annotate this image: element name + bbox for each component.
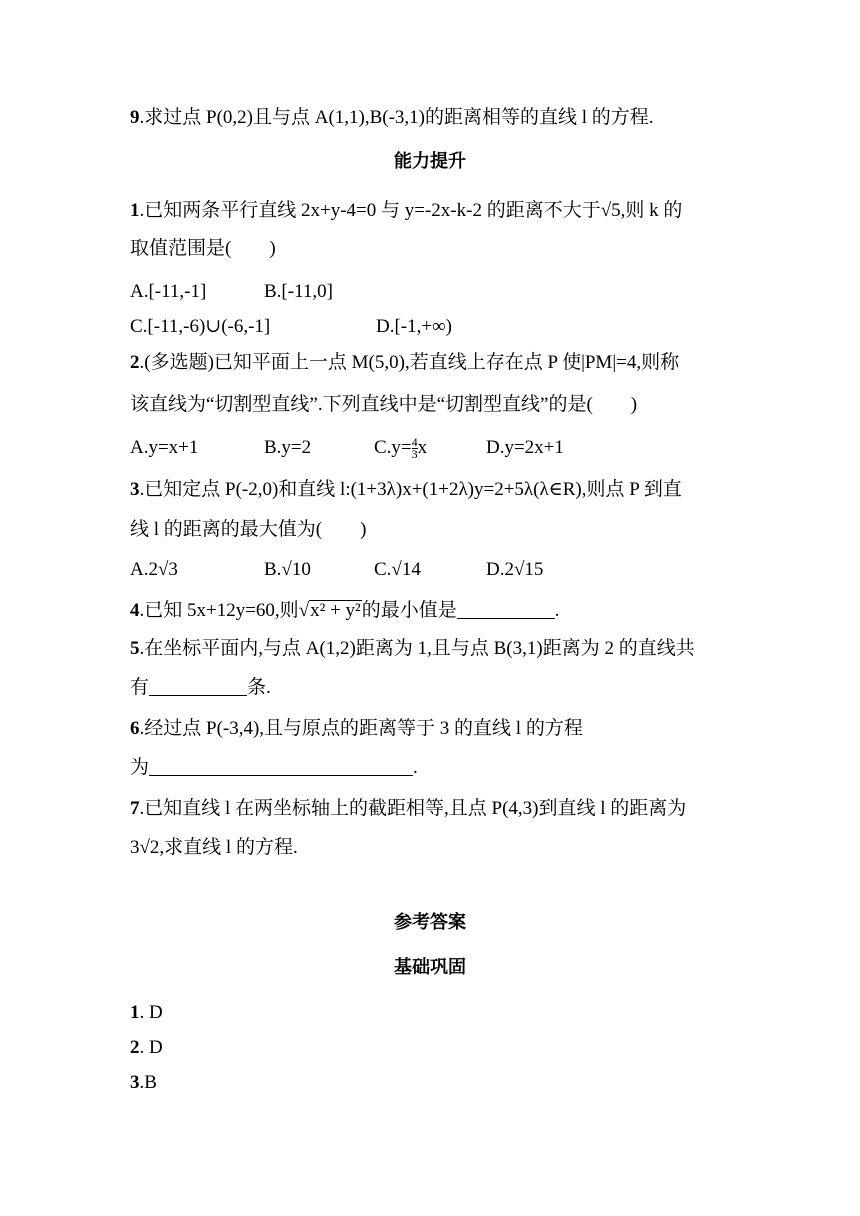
problem-1-line-1 (130, 199, 682, 223)
answer-blank[interactable] (457, 600, 555, 619)
problem-6-line-1 (130, 717, 583, 741)
problem-7-line-1 (130, 797, 686, 821)
option-a: A.2√3 (130, 559, 178, 580)
problem-3-line-2: 线 l 的距离的最大值为( ) (130, 519, 367, 540)
fraction: $\frac{4}{3}$ (411, 435, 418, 462)
option-a: A.[-11,-1] (130, 281, 207, 302)
option-b: B.√10 (264, 559, 311, 580)
problem-text: .已知定点 P(-2,0)和直线 l:(1+3λ)x+(1+2λ)y=2+5λ(λ∈R),则点 P 到直 (139, 479, 682, 500)
answers-title: 参考答案 (394, 912, 466, 933)
problem-6-line-2: 为 . (130, 757, 418, 778)
answer-item: 1. D (130, 1002, 163, 1023)
answer-blank[interactable] (149, 677, 247, 696)
answer-blank[interactable] (149, 757, 413, 776)
option-c: C.[-11,-6)∪(-6,-1] (130, 316, 271, 337)
problem-5-line-1 (130, 637, 695, 661)
problem-9: 9.求过点 P(0,2)且与点 A(1,1),B(-3,1)的距离相等的直线 l 的方程. (130, 107, 654, 128)
option-d: D.[-1,+∞) (376, 316, 452, 337)
problem-4: 4.已知 5x+12y=60,则√x² + y²的最小值是 . (130, 600, 560, 621)
section-title-ability: 能力提升 (394, 151, 466, 172)
option-c: C.y= $\frac{4}{3}$ x (374, 435, 428, 462)
problem-text: .在坐标平面内,与点 A(1,2)距离为 1,且与点 B(3,1)距离为 2 的直线共 (139, 638, 695, 659)
answer-item: 2. D (130, 1037, 163, 1058)
square-root: √x² + y² (298, 600, 361, 621)
problem-number: 2 (130, 352, 140, 373)
option-a: A.y=x+1 (130, 437, 199, 458)
problem-3-line-1 (130, 478, 682, 502)
problem-number: 3 (130, 479, 140, 500)
problem-2-line-2: 该直线为“切割型直线”.下列直线中是“切割型直线”的是( ) (130, 394, 638, 415)
problem-text: .经过点 P(-3,4),且与原点的距离等于 3 的直线 l 的方程 (139, 718, 583, 739)
option-d: D.2√15 (486, 559, 544, 580)
option-b: B.[-11,0] (264, 281, 333, 302)
problem-2-options (130, 436, 564, 460)
answer-item: 3.B (130, 1072, 157, 1093)
problem-number: 5 (130, 638, 140, 659)
problem-text: .已知直线 l 在两坐标轴上的截距相等,且点 P(4,3)到直线 l 的距离为 (139, 798, 687, 819)
option-d: D.y=2x+1 (486, 437, 564, 458)
problem-text: .(多选题)已知平面上一点 M(5,0),若直线上存在点 P 使|PM|=4,则称 (139, 352, 680, 373)
problem-1-options-row-1 (130, 280, 333, 304)
problem-7-line-2: 3√2,求直线 l 的方程. (130, 837, 298, 858)
basics-title: 基础巩固 (394, 957, 466, 978)
problem-text: .已知两条平行直线 2x+y-4=0 与 y=-2x-k-2 的距离不大于√5,则 k 的 (139, 200, 683, 221)
problem-1-line-2: 取值范围是( ) (130, 238, 276, 259)
problem-number: 4 (130, 600, 140, 621)
problem-1-options-row-2 (130, 315, 452, 339)
problem-number: 6 (130, 718, 140, 739)
problem-5-line-2: 有 条. (130, 677, 271, 698)
option-c: C.√14 (374, 559, 421, 580)
option-b: B.y=2 (264, 437, 312, 458)
problem-3-options (130, 558, 543, 582)
problem-number: 1 (130, 200, 140, 221)
problem-2-line-1 (130, 351, 679, 375)
problem-number: 7 (130, 798, 140, 819)
